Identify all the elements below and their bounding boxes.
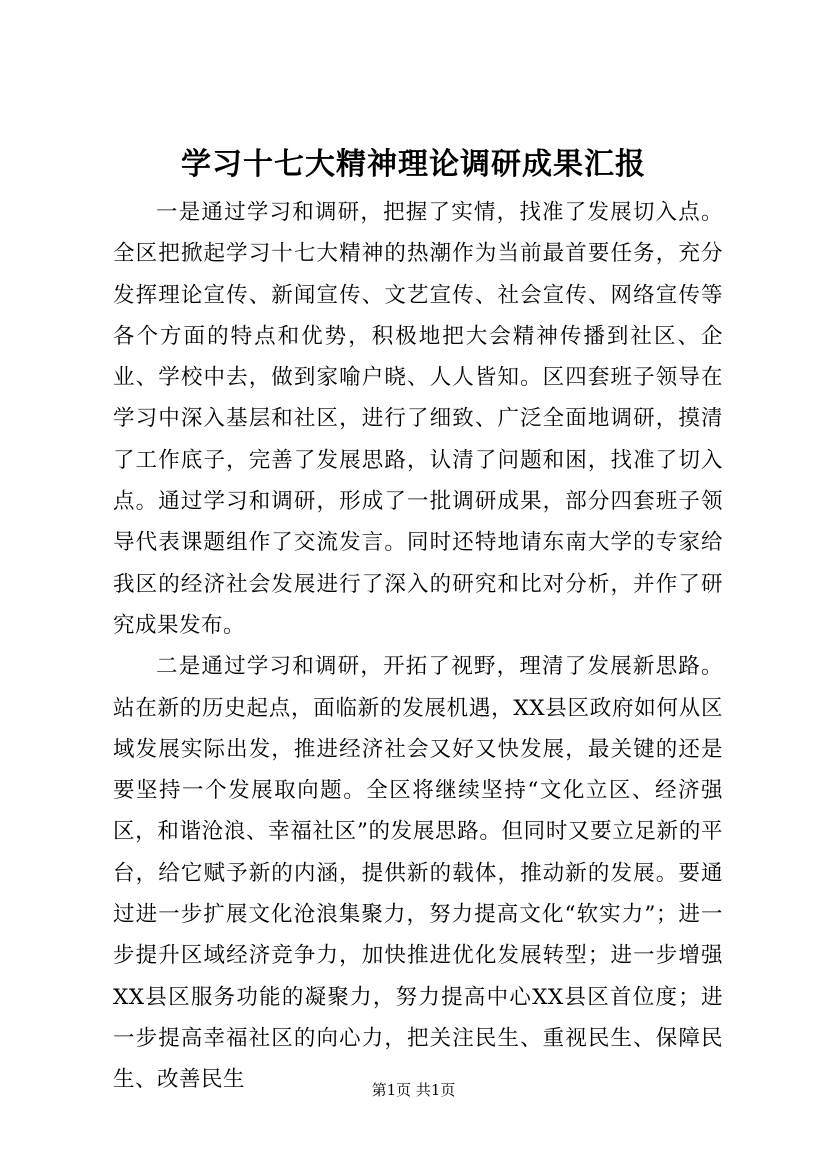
- document-body: [113, 192, 723, 1101]
- page-footer: 第1页 共1页: [371, 1081, 456, 1099]
- paragraph-1: 一是通过学习和调研，把握了实情，找准了发展切入点。全区把掀起学习十七大精神的热潮作为当前最首要任务，充分发挥理论宣传、新闻宣传、文艺宣传、社会宣传、网络宣传等各个方面的特点和优势，积极地把大会精神传播到社区、企业、学校中去，做到家喻户晓、人人皆知。区四套班子领导在学习中深入基层和社区，进行了细致、广泛全面地调研，摸清了工作底子，完善了发展思路，认清了问题和困，找准了切入点。通过学习和调研，形成了一批调研成果，部分四套班子领导代表课题组作了交流发言。同时还特地请东南大学的专家给我区的经济社会发展进行了深入的研究和比对分析，并作了研究成果发布。: [113, 200, 723, 638]
- paragraph-2: 二是通过学习和调研，开拓了视野，理清了发展新思路。站在新的历史起点，面临新的发展机遇，XX县区政府如何从区域发展实际出发，推进经济社会又好又快发展，最关键的还是要坚持一个发展取向题。全区将继续坚持“文化立区、经济强区，和谐沧浪、幸福社区”的发展思路。但同时又要立足新的平台，给它赋予新的内涵，提供新的载体，推动新的发展。要通过进一步扩展文化沧浪集聚力，努力提高文化“软实力”；进一步提升区域经济竞争力，加快推进优化发展转型；进一步增强XX县区服务功能的凝聚力，努力提高中心XX县区首位度；进一步提高幸福社区的向心力，把关注民生、重视民生、保障民生、改善民生: [113, 654, 723, 1093]
- document-title: 学习十七大精神理论调研成果汇报: [181, 147, 646, 182]
